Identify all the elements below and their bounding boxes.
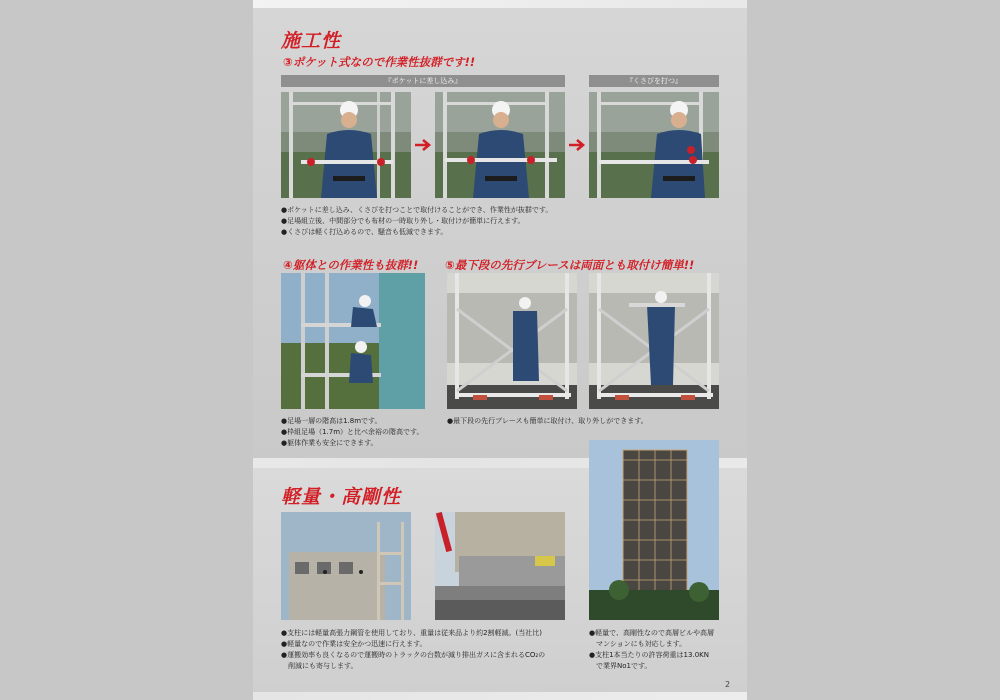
bullet-item: ●軽量で、高剛性なので高層ビルや高層 [589, 629, 714, 637]
bullet-item: ●運搬効率も良くなるので運搬時のトラックの台数が減り排出ガスに含まれるCO₂の [281, 651, 546, 659]
right-arrow-icon [414, 138, 432, 152]
bullet-item: ●躯体作業も安全にできます。 [281, 439, 378, 447]
photo-brace-2 [589, 273, 719, 409]
section-title-workability: 施工性 [281, 30, 342, 52]
bullet-item: ●足場一層の階高は1.8mです。 [281, 417, 382, 425]
brace-bullets [447, 416, 648, 427]
photo-insert-2 [435, 92, 565, 198]
lightweight-bullets [281, 628, 545, 672]
bullet-item: ●最下段の先行ブレースも簡単に取付け、取り外しができます。 [447, 417, 648, 425]
bullet-item: ●足場組立後、中間部分でも布材の一時取り外し・取付けが簡単に行えます。 [281, 217, 525, 225]
bullet-item: ●枠組足場（1.7m）と比べ余裕の階高です。 [281, 428, 424, 436]
bullet-item: ●軽量なので作業は安全かつ迅速に行えます。 [281, 640, 427, 648]
photo-frame-work [281, 273, 425, 409]
photo-truck-load [435, 512, 565, 620]
caption-insert: 『ポケットに差し込み』 [281, 75, 565, 87]
frame-work-bullets [281, 416, 424, 449]
brochure-page [253, 0, 747, 700]
bullet-item: ●支柱には軽量高張力鋼管を使用しており、重量は従来品より約2割軽減。(当社比) [281, 629, 543, 637]
bullet-item: マンションにも対応します。 [589, 640, 687, 648]
subtitle-frame-work: ④躯体との作業性も抜群!! [283, 258, 419, 272]
photo-building-construction [281, 512, 411, 620]
subtitle-pocket: ③ポケット式なので作業性抜群です!! [283, 55, 476, 69]
page-number: 2 [725, 680, 731, 689]
photo-insert-1 [281, 92, 411, 198]
right-arrow-icon [568, 138, 586, 152]
bullet-item: ●くさびは軽く打込めるので、騒音も低減できます。 [281, 228, 448, 236]
photo-tall-building [589, 440, 719, 620]
caption-wedge: 『くさびを打つ』 [589, 75, 719, 87]
workability-bullets [281, 205, 552, 238]
subtitle-bottom-brace: ⑤最下段の先行ブレースは両面とも取付け簡単!! [445, 258, 695, 272]
bullet-item: ●支柱1本当たりの許容荷重は13.0KN [589, 651, 709, 659]
bullet-item: ●ポケットに差し込み、くさびを打つことで取付けることができ、作業性が抜群です。 [281, 206, 553, 214]
bullet-item: で業界No1です。 [589, 662, 652, 670]
section-title-lightweight: 軽量・高剛性 [281, 486, 402, 508]
rigidity-bullets [589, 628, 714, 672]
bullet-item: 削減にも寄与します。 [281, 662, 358, 670]
photo-brace-1 [447, 273, 577, 409]
photo-wedge [589, 92, 719, 198]
